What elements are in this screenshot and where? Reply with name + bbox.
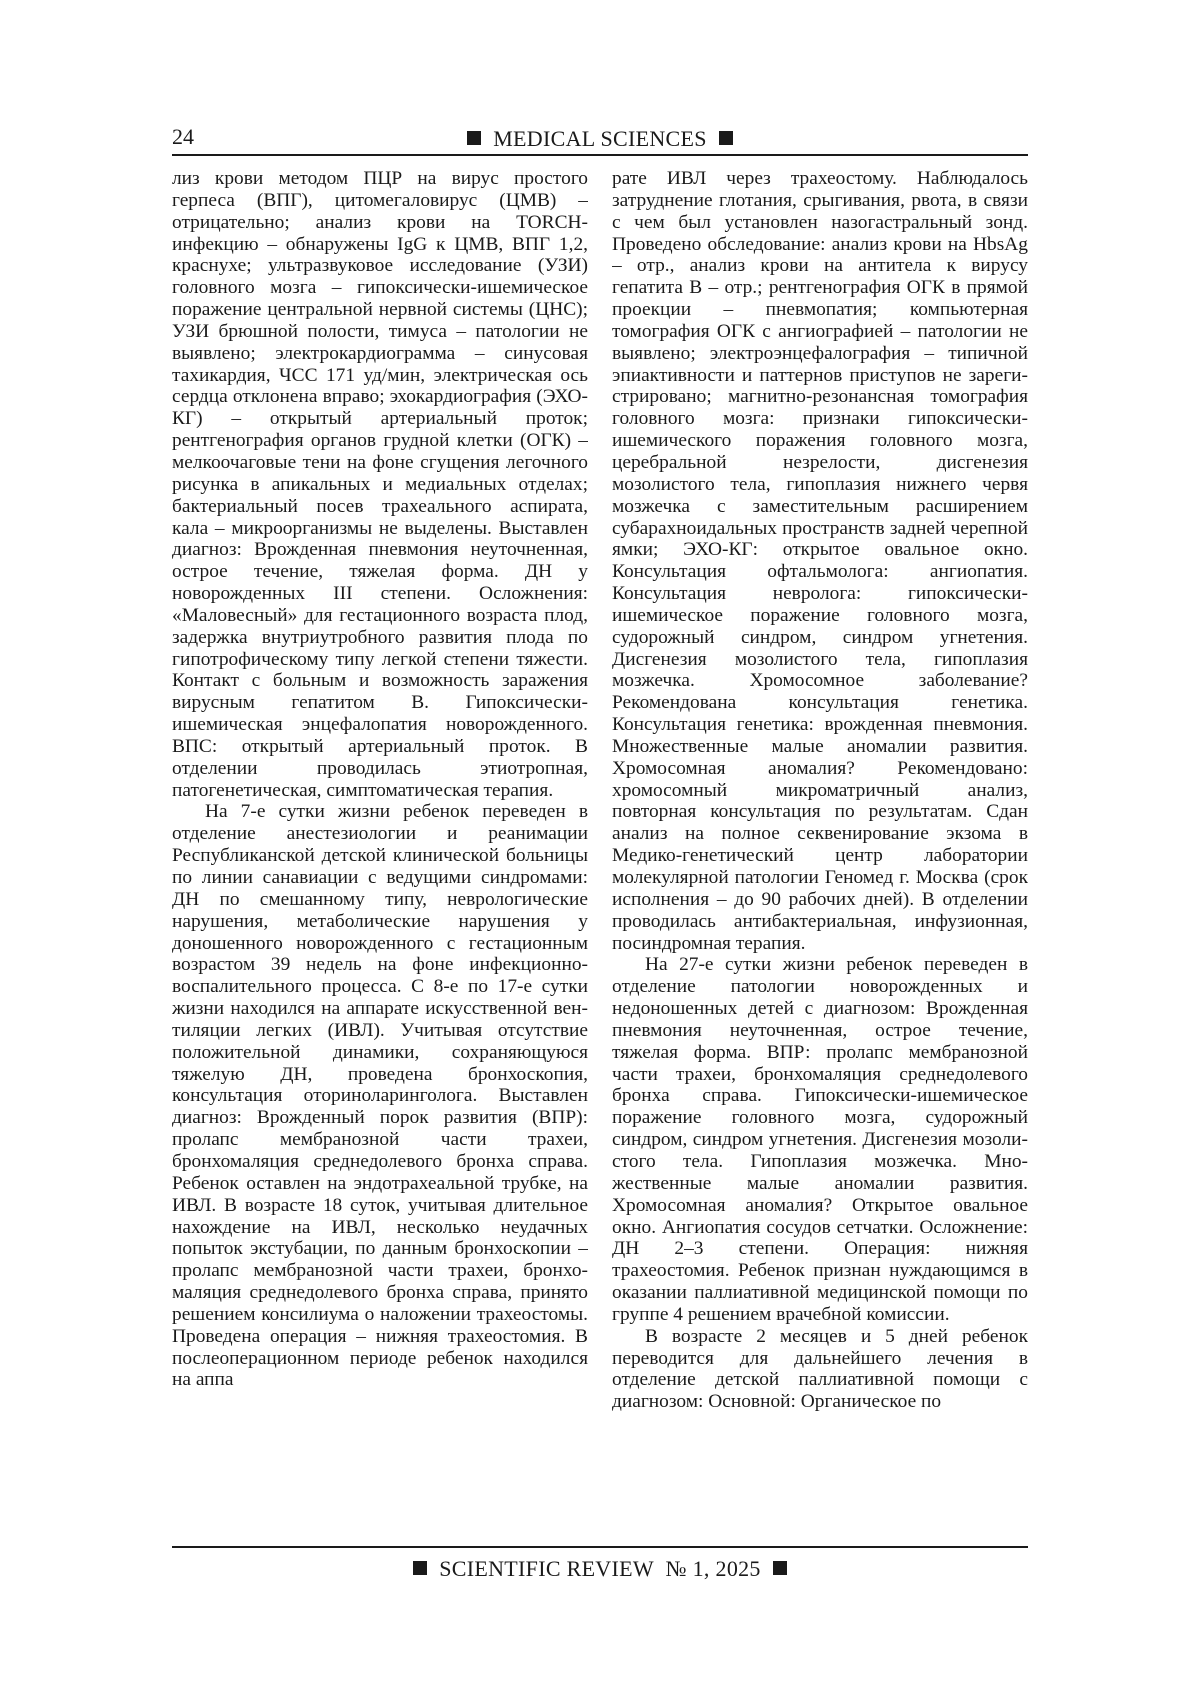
footer-rule (172, 1546, 1028, 1548)
paragraph: В возрасте 2 месяцев и 5 дней ребенок переводится для дальнейшего лечения в отделение детской паллиативной помощи с диагнозом: Основной: Органическое по (612, 1325, 1028, 1413)
left-column (172, 168, 588, 1540)
paragraph: лиз крови методом ПЦР на вирус простого герпеса (ВПГ), цитомегаловирус (ЦМВ) – отрицательно; анализ крови на TORCH-инфекцию – обнаружены IgG к ЦМВ, ВПГ 1,2, краснухе; ультразвуковое исследование (УЗИ) головного мозга – гипоксически-ишемическое поражение центральной нервной системы (ЦНС); УЗИ брюшной полости, тимуса – патологии не выявлено; электрокардиограмма – синусовая тахикардия, ЧСС 171 уд/мин, электрическая ось сердца отклонена вправо; эхокардиография (ЭХО-КГ) – открытый артериальный проток; рентгенография органов грудной клетки (ОГК) – мелкоочаговые тени на фоне сгущения легочного рисунка в апикальных и медиальных отделах; бактериальный посев трахеального аспирата, кала – микроорганизмы не выделены. Выставлен диагноз: Врожденная пневмония неуточненная, острое течение, тяжелая форма. ДН у новорожденных III степени. Осложнения: «Маловесный» для гестационного возраста плод, задержка внутриутробного развития плода по гипотрофическому типу легкой степени тяжести. Контакт с больным и возможность заражения вирусным гепатитом В. Гипоксически-ишемическая энцефалопатия новорожденного. ВПС: открытый артериальный проток. В отделении проводилась этиотропная, патогенетическая, симптоматическая терапия. (172, 168, 588, 801)
paragraph: На 27-е сутки жизни ребенок переведен в отделение патологии новорожденных и недоношенных детей с диагнозом: Врожденная пневмония неуточненная, острое течение, тяжелая форма. ВПР: пролапс мембранозной части трахеи, бронхомаляция среднедолевого бронха справа. Гипоксически-ишемическое поражение головного мозга, судорожный синдром, синдром угнетения. Дисгенезия мозолистого тела. Гипоплазия мозжечка. Множественные малые аномалии развития. Хромосомная аномалия? Открытое овальное окно. Ангиопатия сосудов сетчатки. Осложнение: ДН 2–3 степени. Операция: нижняя трахеостомия. Ребенок признан нуждающимся в оказании паллиативной медицинской помощи по группе 4 решением врачебной комиссии. (612, 954, 1028, 1325)
square-bullet-icon (719, 131, 733, 145)
page-number: 24 (172, 124, 194, 149)
square-bullet-icon (467, 131, 481, 145)
header-rule (172, 154, 1028, 156)
square-bullet-icon (773, 1561, 787, 1575)
running-footer (172, 1556, 1028, 1582)
journal-section-title: MEDICAL SCIENCES (493, 126, 707, 151)
right-column (612, 168, 1028, 1540)
paragraph: рате ИВЛ через трахеостому. Наблюдалось затруднение глотания, срыгивания, рвота, в связи с чем был установлен назогастральный зонд. Проведено обследование: анализ крови на HbsAg – отр., анализ крови на антитела к вирусу гепатита В – отр.; рентгенография ОГК в прямой проекции – пневмопатия; компьютерная томография ОГК с ангиографией – патологии не выявлено; электроэнцефалография – типичной эпиактивности и паттернов приступов не зарегистрировано; магнитно-резонансная томография головного мозга: признаки гипоксически-ишемического поражения головного мозга, церебральной незрелости, дисгенезия мозолистого тела, гипоплазия нижнего червя мозжечка с заместительным расширением субарахноидальных пространств задней черепной ямки; ЭХО-КГ: открытое овальное окно. Консультация офтальмолога: ангиопатия. Консультация невролога: гипоксически-ишемическое поражение головного мозга, судорожный синдром, синдром угнетения. Дисгенезия мозолистого тела, гипоплазия мозжечка. Хромосомное заболевание? Рекомендована консультация генетика. Консультация генетика: врожденная пневмония. Множественные малые аномалии развития. Хромосомная аномалия? Рекомендовано: хромосомный микроматричный анализ, повторная консультация по результатам. Сдан анализ на полное секвенирование экзома в Медико-генетический центр лаборатории молекулярной патологии Геномед г. Москва (срок исполнения – до 90 рабочих дней). В отделении проводилась антибактериальная, инфузионная, посиндромная терапия. (612, 168, 1028, 954)
square-bullet-icon (413, 1561, 427, 1575)
footer-issue: № 1, 2025 (665, 1556, 761, 1581)
running-header (172, 126, 1028, 152)
footer-journal-name: SCIENTIFIC REVIEW (439, 1556, 654, 1581)
paragraph: На 7-е сутки жизни ребенок переведен в отделение анестезиологии и реанимации Республиканской детской клинической больницы по линии санавиации с ведущими синдромами: ДН по смешанному типу, неврологические нарушения, метаболические нарушения у доношенного новорожденного с гестационным возрастом 39 недель на фоне инфекционно-воспалительного процесса. С 8-е по 17-е сутки жизни находился на аппарате искусственной вентиляции легких (ИВЛ). Учитывая отсутствие положительной динамики, сохраняющуюся тяжелую ДН, проведена бронхоскопия, консультация оториноларинголога. Выставлен диагноз: Врожденный порок развития (ВПР): пролапс мембранозной части трахеи, бронхомаляция среднедолевого бронха справа. Ребенок оставлен на эндотрахеальной трубке, на ИВЛ. В возрасте 18 суток, учитывая длительное нахождение на ИВЛ, несколько неудачных попыток экстубации, по данным бронхоскопии – пролапс мембранозной части трахеи, бронхомаляция среднедолевого бронха справа, принято решением консилиума о наложении трахеостомы. Проведена операция – нижняя трахеостомия. В послеоперационном периоде ребенок находился на аппа (172, 801, 588, 1391)
